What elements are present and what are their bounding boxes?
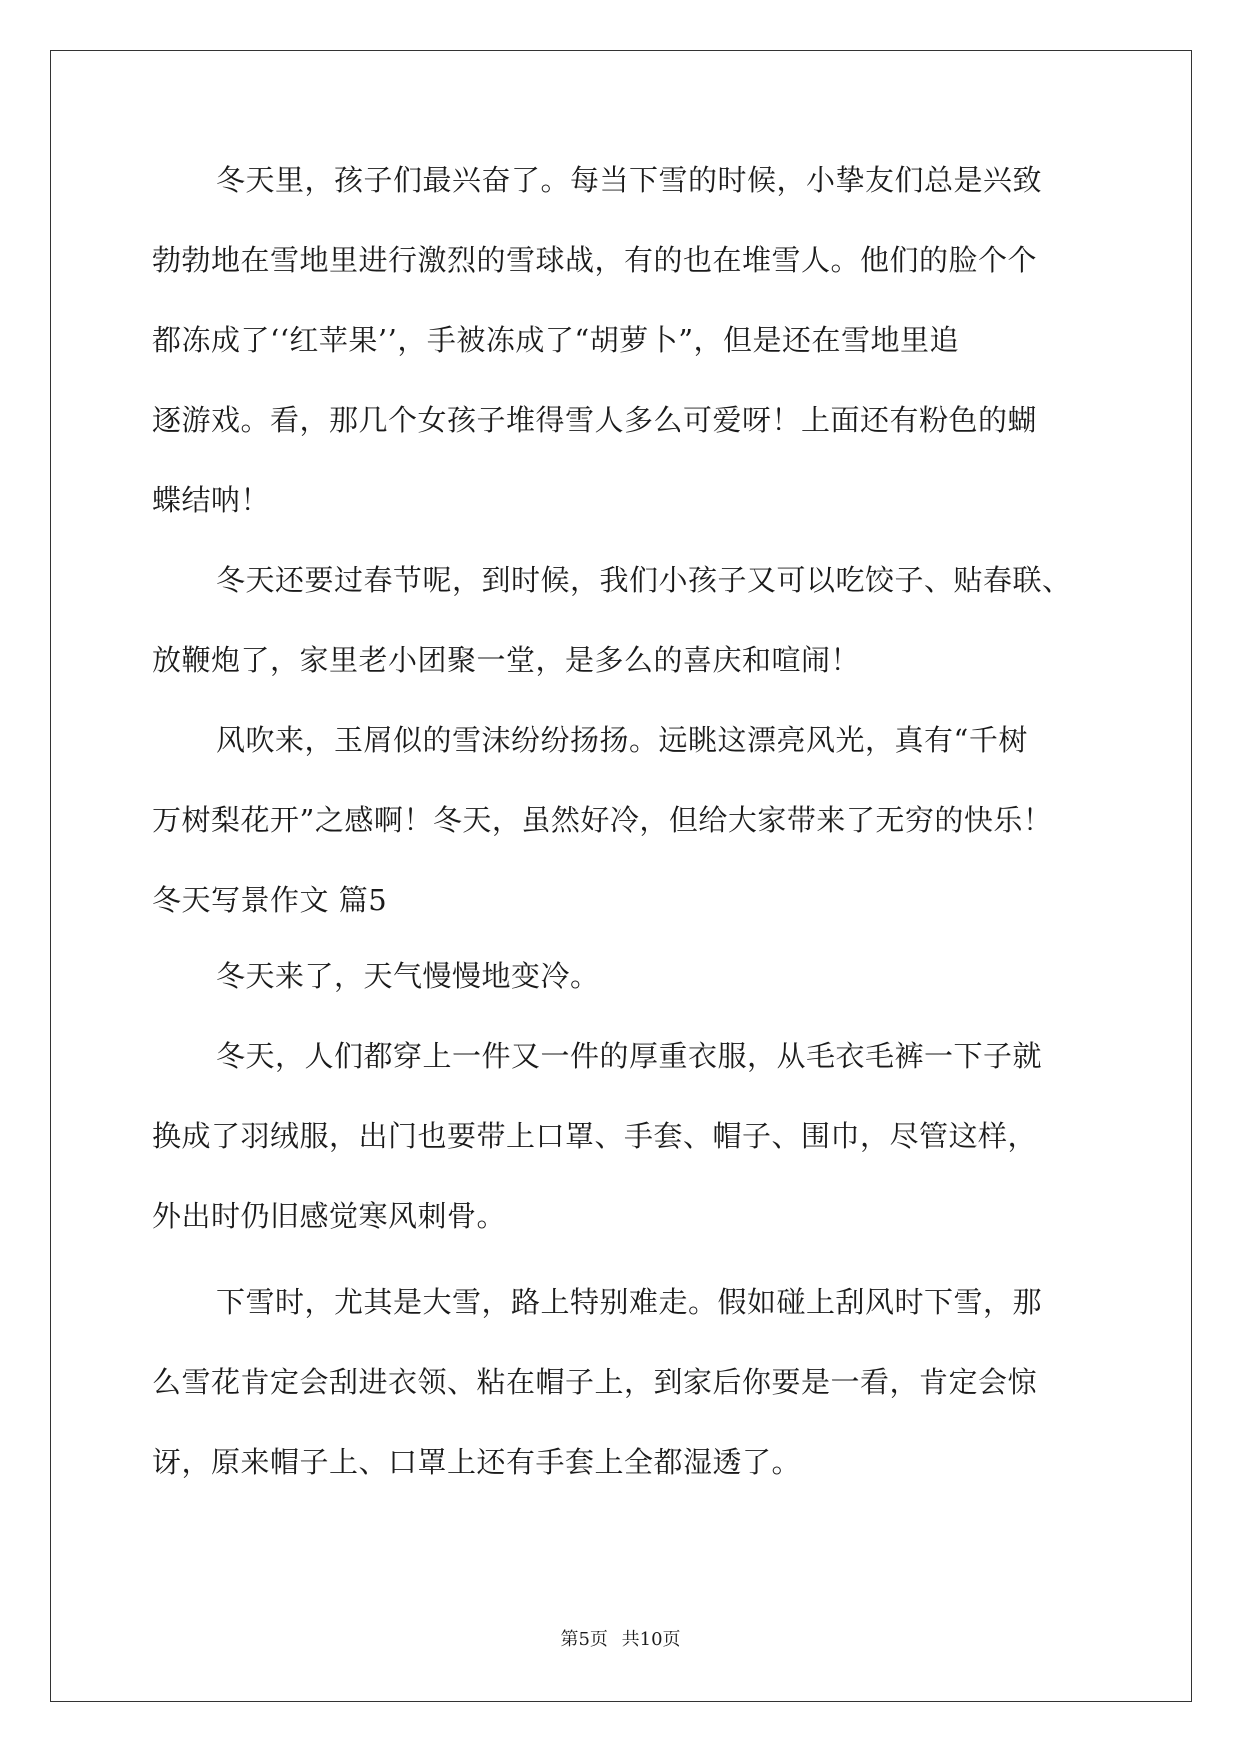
text-line: 风吹来，玉屑似的雪沫纷纷扬扬。远眺这漂亮风光，真有“千树	[216, 723, 1028, 757]
document-body	[152, 155, 1092, 1517]
text-line: 换成了羽绒服，出门也要带上口罩、手套、帽子、围巾，尽管这样，	[152, 1119, 1038, 1153]
text-line: 冬天还要过春节呢，到时候，我们小孩子又可以吃饺子、贴春联、	[216, 563, 1072, 597]
text-line: 蝶结呐！	[152, 483, 271, 517]
text-line: 都冻成了‘‘红苹果’’，手被冻成了“胡萝卜”，但是还在雪地里追	[152, 323, 960, 357]
text-line: 外出时仍旧感觉寒风刺骨。	[152, 1199, 507, 1233]
text-line: 逐游戏。看，那几个女孩子堆得雪人多么可爱呀！上面还有粉色的蝴	[152, 403, 1038, 437]
text-line: 么雪花肯定会刮进衣领、粘在帽子上，到家后你要是一看，肯定会惊	[152, 1365, 1038, 1399]
text-line: 放鞭炮了，家里老小团聚一堂，是多么的喜庆和喧闹！	[152, 643, 861, 677]
page-footer	[0, 1628, 1241, 1652]
text-line: 冬天里，孩子们最兴奋了。每当下雪的时候，小挚友们总是兴致	[216, 163, 1043, 197]
page-total: 共10页	[621, 1629, 681, 1650]
text-line: 冬天来了，天气慢慢地变冷。	[216, 959, 600, 993]
text-line: 讶，原来帽子上、口罩上还有手套上全都湿透了。	[152, 1445, 802, 1479]
text-line: 万树梨花开”之感啊！冬天，虽然好冷，但给大家带来了无穷的快乐！	[152, 803, 1053, 837]
page-number: 第5页	[560, 1629, 608, 1650]
text-line: 冬天，人们都穿上一件又一件的厚重衣服，从毛衣毛裤一下子就	[216, 1039, 1043, 1073]
text-line: 下雪时，尤其是大雪，路上特别难走。假如碰上刮风时下雪，那	[216, 1285, 1043, 1319]
text-line: 勃勃地在雪地里进行激烈的雪球战，有的也在堆雪人。他们的脸个个	[152, 243, 1038, 277]
section-heading: 冬天写景作文 篇5	[152, 883, 388, 917]
